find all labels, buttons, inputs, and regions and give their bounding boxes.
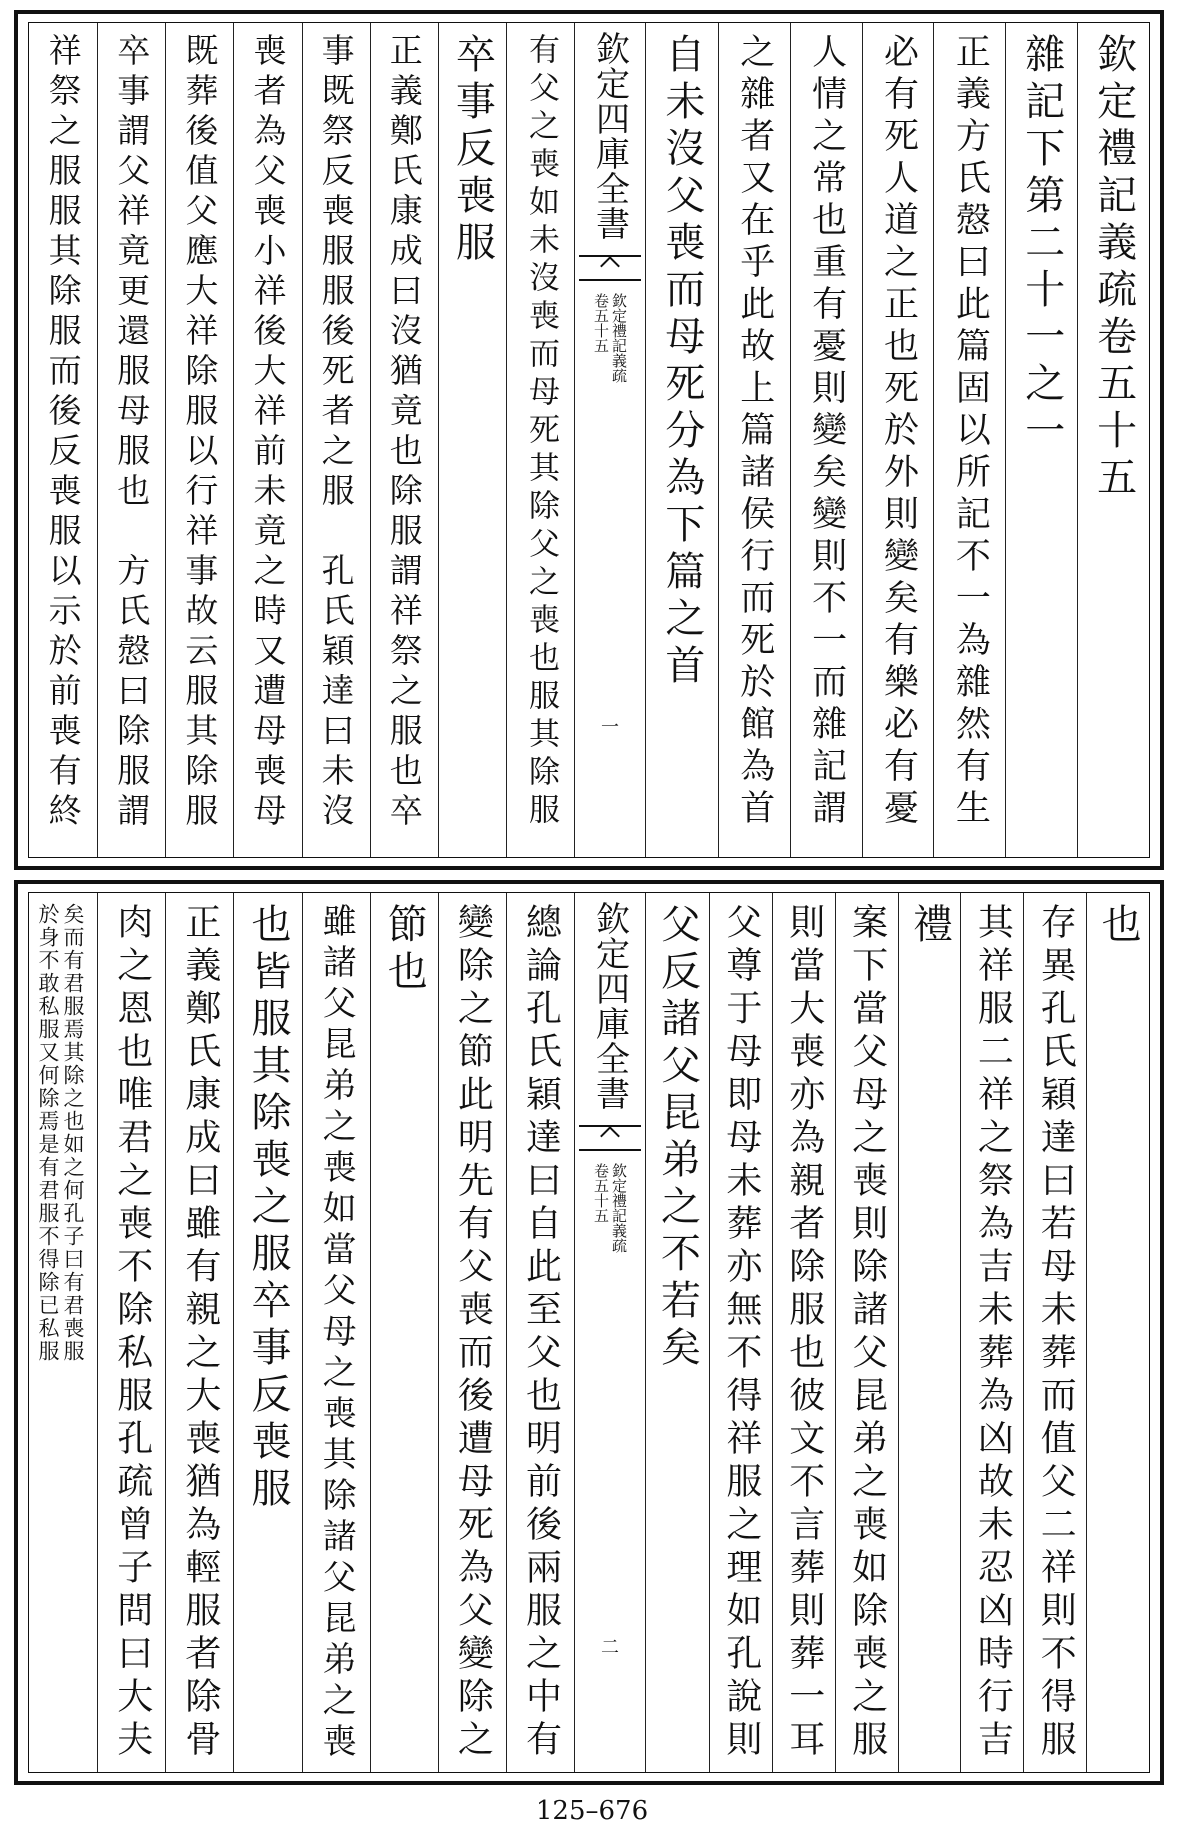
column-text: 正義方氏慤曰此篇固以所記不一為雜然有生 [950,33,991,831]
column-text: 也皆服其除喪之服卒事反喪服 [244,903,291,1514]
column-text: 父尊于母即母未葬亦無不得祥服之理如孔說則 [720,903,762,1763]
text-column [1086,893,1149,1772]
text-column [506,893,574,1772]
text-column [1023,893,1086,1772]
text-column [1077,23,1149,857]
band-title: 欽定四庫全書 [589,901,630,1111]
fish-tail-ornament [579,1125,641,1151]
column-text: 事既祭反喪服服後死者之服 孔氏穎達曰未沒 [316,33,356,833]
fish-tail-ornament [579,255,641,281]
text-column [960,893,1023,1772]
top-center-band [574,23,646,857]
text-column [233,893,301,1772]
text-column [438,23,506,857]
column-text: 禮 [906,903,953,950]
column-text: 自未沒父喪而母死分為下篇之首 [658,33,705,691]
top-page [0,0,1184,880]
column-text: 正義鄭氏康成曰雖有親之大喪猶為輕服者除骨 [179,903,221,1763]
column-text: 祥祭之服服其除服而後反喪服以示於前喪有終 [43,33,83,833]
column-text: 案下當父母之喪則除諸父昆弟之喪如除喪之服 [846,903,888,1763]
column-text: 喪者為父喪小祥後大祥前未竟之時又遭母喪母 [248,33,288,833]
column-text: 節也 [381,903,428,997]
text-column [835,893,898,1772]
bottom-left-columns [29,893,574,1772]
text-column [709,893,772,1772]
text-column [506,23,574,857]
text-column [97,893,165,1772]
bottom-page-text-area [28,892,1150,1773]
column-text: 存異孔氏穎達曰若母未葬而值父二祥則不得服 [1035,903,1077,1763]
text-column [862,23,934,857]
column-text: 也 [1095,903,1142,950]
text-column [233,23,301,857]
text-column [718,23,790,857]
top-page-frame [14,10,1164,870]
column-text: 既葬後值父應大祥除服以行祥事故云服其除服 [180,33,220,833]
column-text: 總論孔氏穎達曰自此至父也明前後兩服之中有 [520,903,562,1763]
top-left-columns [29,23,574,857]
column-text: 有父之喪如未沒喪而母死其除父之喪也服其除服 [522,33,559,831]
top-right-columns [646,23,1149,857]
text-column [438,893,506,1772]
column-text: 父反諸父昆弟之不若矣 [654,903,701,1373]
text-column [165,23,233,857]
text-column [165,893,233,1772]
column-text: 正義鄭氏康成曰沒猶竟也除服謂祥祭之服也卒 [384,33,424,833]
column-text: 則當大喪亦為親者除服也彼文不言葬則葬一耳 [783,903,825,1763]
text-column [646,23,718,857]
band-page-number: 二 [601,1637,619,1658]
text-column [933,23,1005,857]
bottom-page-frame [14,880,1164,1785]
band-subtitle: 欽定禮記義疏 卷五十五 [592,293,628,383]
column-text: 卒事反喪服 [449,33,496,268]
column-text: 欽定禮記義疏卷五十五 [1090,33,1137,503]
column-text: 卒事謂父祥竟更還服母服也 方氏慤曰除服謂 [112,33,152,833]
text-column [370,23,438,857]
text-column [29,23,97,857]
text-column [97,23,165,857]
column-text: 矣而有君服焉其除之也如之何孔子曰有君喪服 於身不敢私服又何除焉是有君服不得除已私服 [36,903,85,1363]
bottom-center-band [574,893,646,1772]
text-column [1005,23,1077,857]
column-text: 雖諸父昆弟之喪如當父母之喪其除諸父昆弟之喪 [316,903,357,1764]
top-page-text-area [28,22,1150,858]
column-text: 之雜者又在乎此故上篇諸侯行而死於館為首 [734,33,775,831]
column-text: 肉之恩也唯君之喪不除私服孔疏曾子問曰大夫 [111,903,153,1763]
column-text: 其祥服二祥之祭為吉未葬為凶故未忍凶時行吉 [972,903,1014,1763]
text-column [29,893,97,1772]
column-text: 必有死人道之正也死於外則變矣有樂必有憂 [878,33,919,831]
band-title: 欽定四庫全書 [589,31,630,241]
band-page-number: 一 [601,717,619,738]
bottom-right-columns [646,893,1149,1772]
text-column [772,893,835,1772]
bottom-page [0,880,1184,1790]
band-subtitle: 欽定禮記義疏 卷五十五 [592,1163,628,1253]
page-reference: 125–676 [535,1796,649,1826]
column-text: 人情之常也重有憂則變矣變則不一而雜記謂 [806,33,847,831]
text-column [790,23,862,857]
column-text: 變除之節此明先有父喪而後遭母死為父變除之 [452,903,494,1763]
text-column [898,893,961,1772]
text-column [370,893,438,1772]
text-column [646,893,709,1772]
text-column [302,893,370,1772]
column-text: 雜記下第二十一之一 [1018,33,1065,456]
text-column [302,23,370,857]
